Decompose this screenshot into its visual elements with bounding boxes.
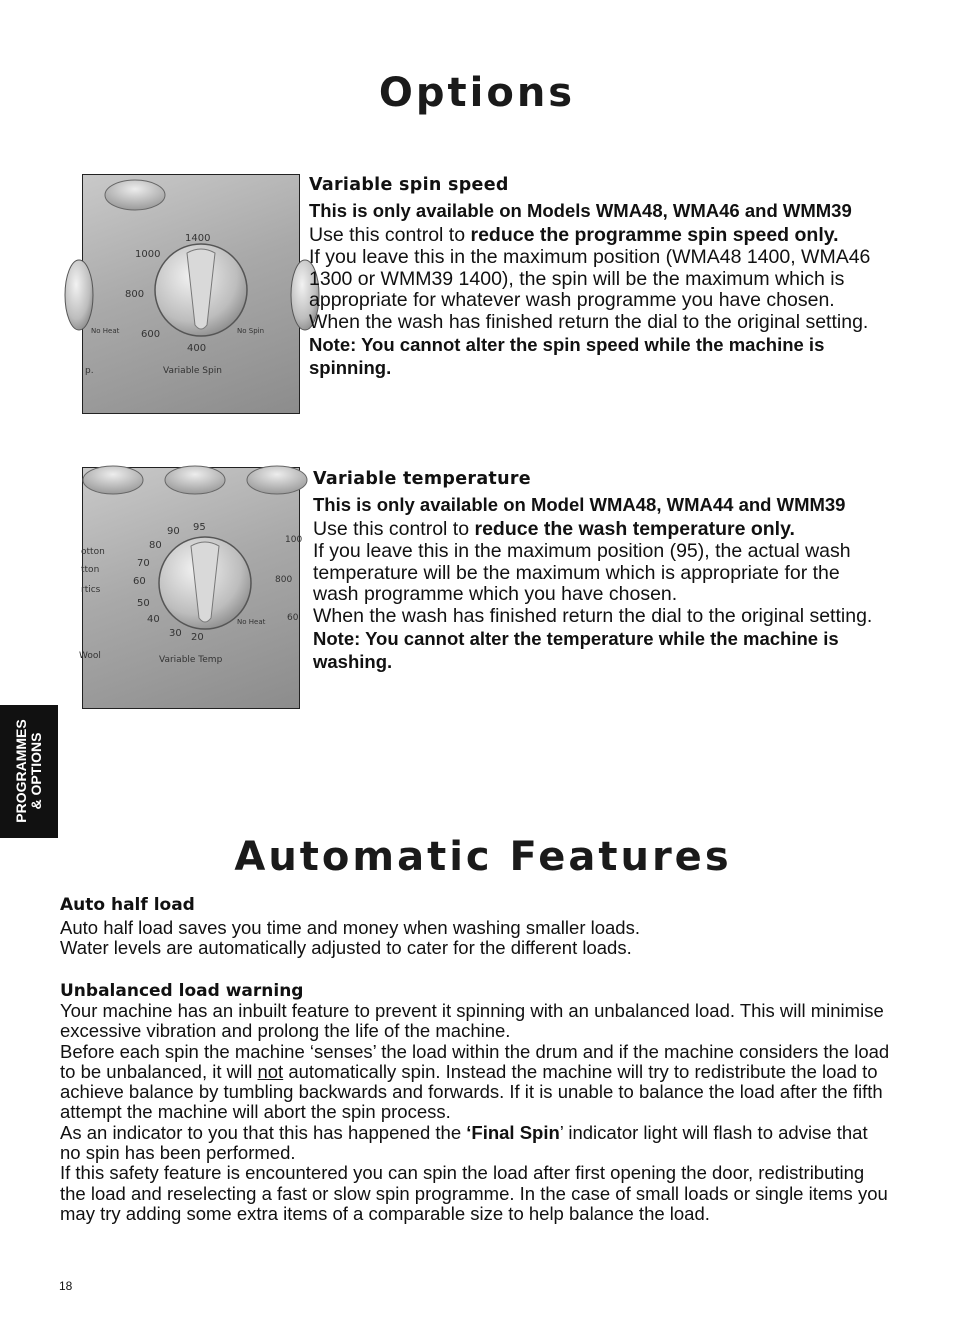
spin-tick-400: 400 xyxy=(187,343,207,354)
temp-left-label-2: tton xyxy=(81,565,100,575)
temp-right-label-3: 60 xyxy=(287,613,299,623)
side-tab-line1: PROGRAMMES xyxy=(13,719,29,823)
unbalanced-p3-a: As an indicator to you that this has happened the xyxy=(60,1121,467,1143)
temp-left-label-4: Wool xyxy=(79,651,101,661)
unbalanced-p1: Your machine has an inbuilt feature to prevent it spinning with an unbalanced load. This will minimise excessive vibration and prolong the life of the machine. xyxy=(60,1000,884,1042)
spin-use-bold: reduce the programme spin speed only. xyxy=(470,224,839,246)
temp-tick-50: 50 xyxy=(137,598,150,609)
temp-use-prefix: Use this control to xyxy=(313,518,475,540)
unbalanced-p2-underlined: not xyxy=(257,1060,284,1082)
auto-half-load-section xyxy=(60,895,890,959)
temp-section xyxy=(313,469,903,674)
temp-tick-80: 80 xyxy=(149,540,162,551)
spin-body xyxy=(309,225,909,380)
spin-heading: Variable spin speed xyxy=(309,175,509,195)
temp-para1: If you leave this in the maximum position (95), the actual wash temperature will be the maximum which is appropriate for the wash programme which you have chosen. xyxy=(313,539,851,606)
temp-tick-90: 90 xyxy=(167,526,180,537)
temp-tick-60: 60 xyxy=(133,576,146,587)
spin-availability: This is only available on Models WMA48, WMA46 and WMM39 xyxy=(309,200,852,221)
unbalanced-p4: If this safety feature is encountered you can spin the load after first opening the door, redistributing the load and reselecting a fast or slow spin programme. In the case of small loads or single items you may try adding some extra items of a comparable size to help balance the load. xyxy=(60,1162,888,1224)
spin-tick-800: 800 xyxy=(125,289,145,300)
spin-tick-no-heat: No Heat xyxy=(91,327,120,335)
side-tab-line2: & OPTIONS xyxy=(28,732,44,810)
unbalanced-body xyxy=(60,1001,890,1224)
temp-para2: When the wash has finished return the dial to the original setting. xyxy=(313,605,873,628)
spin-dial-photo xyxy=(82,174,300,414)
spin-tick-1400: 1400 xyxy=(185,233,211,244)
temp-left-label-3: rtics xyxy=(81,585,101,595)
spin-left-edge-label: p. xyxy=(85,366,94,376)
spin-tick-600: 600 xyxy=(141,329,161,340)
temp-tick-40: 40 xyxy=(147,614,160,625)
spin-tick-no-spin: No Spin xyxy=(237,327,265,335)
temp-right-label-2: 800 xyxy=(275,575,293,585)
temp-availability: This is only available on Model WMA48, WMA44 and WMM39 xyxy=(313,494,846,515)
temp-tick-70: 70 xyxy=(137,558,150,569)
unbalanced-p2-a: Before each spin the machine ‘senses’ the load within the drum and if the machine considers the load to be unbalanced, it will xyxy=(60,1040,890,1082)
temp-left-label-1: otton xyxy=(81,547,105,557)
unbalanced-p3 xyxy=(60,1123,890,1164)
temp-tick-95: 95 xyxy=(193,522,206,533)
half-load-heading: Auto half load xyxy=(60,895,195,915)
temp-tick-no-heat: No Heat xyxy=(237,618,266,626)
spin-para2: When the wash has finished return the dial to the original setting. xyxy=(309,311,869,334)
spin-section xyxy=(309,175,909,380)
spin-use-prefix: Use this control to xyxy=(309,224,471,246)
unbalanced-p2 xyxy=(60,1042,890,1123)
spin-para1: If you leave this in the maximum position (WMA48 1400, WMA46 1300 or WMM39 1400), the spin will be the maximum which is appropriate for whatever wash programme you have chosen. xyxy=(309,245,871,312)
temp-right-label-1: 100 xyxy=(285,535,303,545)
spin-tick-1000: 1000 xyxy=(135,249,161,260)
page-number: 18 xyxy=(59,1279,73,1293)
unbalanced-load-section xyxy=(60,981,890,1224)
page-title: Options xyxy=(378,70,576,116)
section-side-tab xyxy=(0,705,58,838)
unbalanced-p2-b: automatically spin. Instead the machine will try to redistribute the load to achieve balance by tumbling backwards and forwards. If it is unable to balance the load after the fifth attempt the machine will abort the spin process. xyxy=(60,1060,883,1123)
automatic-features-title: Automatic Features xyxy=(234,834,732,880)
unbalanced-p3-b: ’ indicator light will flash to advise that no spin has been performed. xyxy=(60,1121,868,1164)
temp-tick-30: 30 xyxy=(169,628,182,639)
side-tab-label xyxy=(14,719,44,822)
final-spin-label: ‘Final Spin xyxy=(466,1121,560,1143)
temp-dial-photo xyxy=(79,467,303,709)
temp-use-bold: reduce the wash temperature only. xyxy=(474,518,795,540)
unbalanced-heading: Unbalanced load warning xyxy=(60,981,304,1001)
temp-note: Note: You cannot alter the temperature while the machine is washing. xyxy=(313,627,839,672)
spin-dial-label: Variable Spin xyxy=(163,366,222,376)
temp-dial-label: Variable Temp xyxy=(159,655,223,665)
half-load-line1: Auto half load saves you time and money when washing smaller loads. xyxy=(60,917,640,938)
temp-body xyxy=(313,519,873,674)
half-load-line2: Water levels are automatically adjusted to cater for the different loads. xyxy=(60,937,632,959)
half-load-body xyxy=(60,918,890,959)
temp-tick-20: 20 xyxy=(191,632,204,643)
temp-heading: Variable temperature xyxy=(313,469,531,489)
spin-note: Note: You cannot alter the spin speed while the machine is spinning. xyxy=(309,333,825,378)
